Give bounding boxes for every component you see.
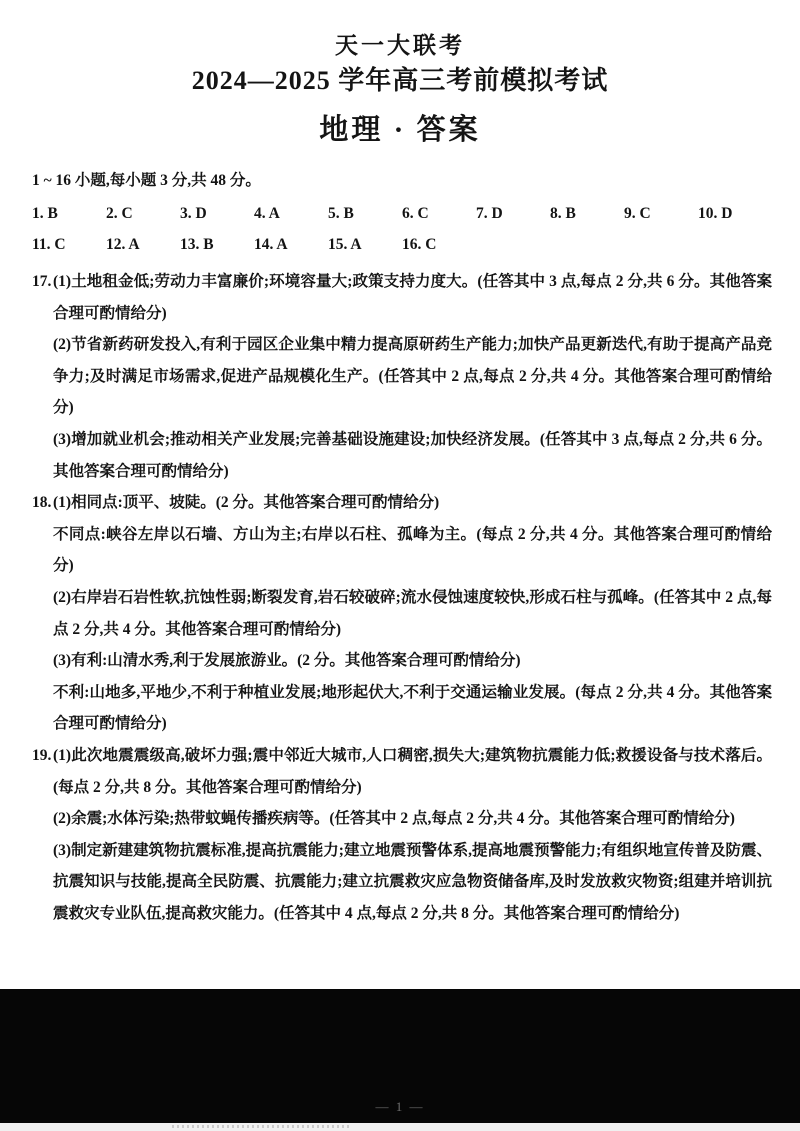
answer-content [0,169,800,929]
question-18-answer-block [32,487,772,740]
mcq-answer: 1. B [32,205,58,222]
mcq-answers-row-2 [32,233,772,257]
answer-paragraph: (1)相同点:顶平、坡陡。(2 分。其他答案合理可酌情给分) [53,494,440,512]
question-number: 18. [32,494,52,512]
answer-paragraph: (2)右岸岩石岩性软,抗蚀性弱;断裂发育,岩石较破碎;流水侵蚀速度较快,形成石柱与孤峰。(任答其中 2 点,每点 2 分,共 4 分。其他答案合理可酌情给分) [53,588,772,638]
exam-brand-title: 天一大联考 [335,33,465,58]
question-number: 17. [32,273,52,290]
page-number: — 1 — [375,1099,425,1114]
mcq-answer: 16. C [402,236,437,253]
mcq-answer: 13. B [180,236,214,253]
mcq-instructions: 1 ~ 16 小题,每小题 3 分,共 48 分。 [32,172,261,189]
question-19-answer-block [32,740,772,930]
answer-paragraph: 不同点:峡谷左岸以石墙、方山为主;右岸以石柱、孤峰为主。(每点 2 分,共 4 分。其他答案合理可酌情给分) [53,525,772,575]
mcq-answer: 12. A [106,236,140,253]
answer-paragraph: (2)余震;水体污染;热带蚊蝇传播疾病等。(任答其中 2 点,每点 2 分,共 4 分。其他答案合理可酌情给分) [53,810,735,828]
mcq-answer: 15. A [328,236,362,253]
answer-paragraph: (2)节省新药研发投入,有利于园区企业集中精力提高原研药生产能力;加快产品更新迭代,有助于提高产品竞争力;及时满足市场需求,促进产品规模化生产。(任答其中 2 点,每点 2 分,共 4 分。其他答案合理可酌情给分) [53,336,772,417]
subject-answer-title: 地理 · 答案 [319,114,481,146]
answer-paragraph: (3)制定新建建筑物抗震标准,提高抗震能力;建立地震预警体系,提高地震预警能力;有组织地宣传普及防震、抗震知识与技能,提高全民防震、抗震能力;建立抗震救灾应急物资储备库,及时发放救灾物资;组建并培训抗震救灾专业队伍,提高救灾能力。(任答其中 4 点,每点 2 分,共 8 分。其他答案合理可酌情给分) [53,841,772,922]
question-17-answer-block [32,266,772,487]
mcq-answer: 5. B [328,205,354,222]
answer-paragraph: (3)有利:山清水秀,利于发展旅游业。(2 分。其他答案合理可酌情给分) [53,652,521,670]
document-header [0,0,800,150]
mcq-answer: 9. C [624,205,651,222]
free-response-answers [32,266,772,929]
mcq-answer: 7. D [476,205,503,222]
mcq-answer: 14. A [254,236,288,253]
mcq-answer: 8. B [550,205,576,222]
scan-edge-strip [0,1123,800,1131]
question-number: 19. [32,746,52,764]
answer-paragraph: 不利:山地多,平地少,不利于种植业发展;地形起伏大,不利于交通运输业发展。(每点 2 分,共 4 分。其他答案合理可酌情给分) [53,683,772,733]
mcq-answer: 3. D [180,205,207,222]
mcq-answers-row-1 [32,202,772,226]
answer-paragraph: (1)此次地震震级高,破坏力强;震中邻近大城市,人口稠密,损失大;建筑物抗震能力低;救援设备与技术落后。(每点 2 分,共 8 分。其他答案合理可酌情给分) [53,746,772,796]
mcq-answer: 10. D [698,205,733,222]
mcq-answer: 11. C [32,236,66,253]
mcq-answer: 6. C [402,205,429,222]
mcq-answer: 4. A [254,205,280,222]
answer-paragraph: (3)增加就业机会;推动相关产业发展;完善基础设施建设;加快经济发展。(任答其中 3 点,每点 2 分,共 6 分。其他答案合理可酌情给分) [53,430,772,480]
footer-black-bar [0,989,800,1123]
exam-session-title: 2024—2025 学年高三考前模拟考试 [191,66,609,95]
answer-paragraph: (1)土地租金低;劳动力丰富廉价;环境容量大;政策支持力度大。(任答其中 3 点,每点 2 分,共 6 分。其他答案合理可酌情给分) [53,273,772,322]
mcq-answer: 2. C [106,205,133,222]
scan-noise-marks [172,1125,350,1128]
